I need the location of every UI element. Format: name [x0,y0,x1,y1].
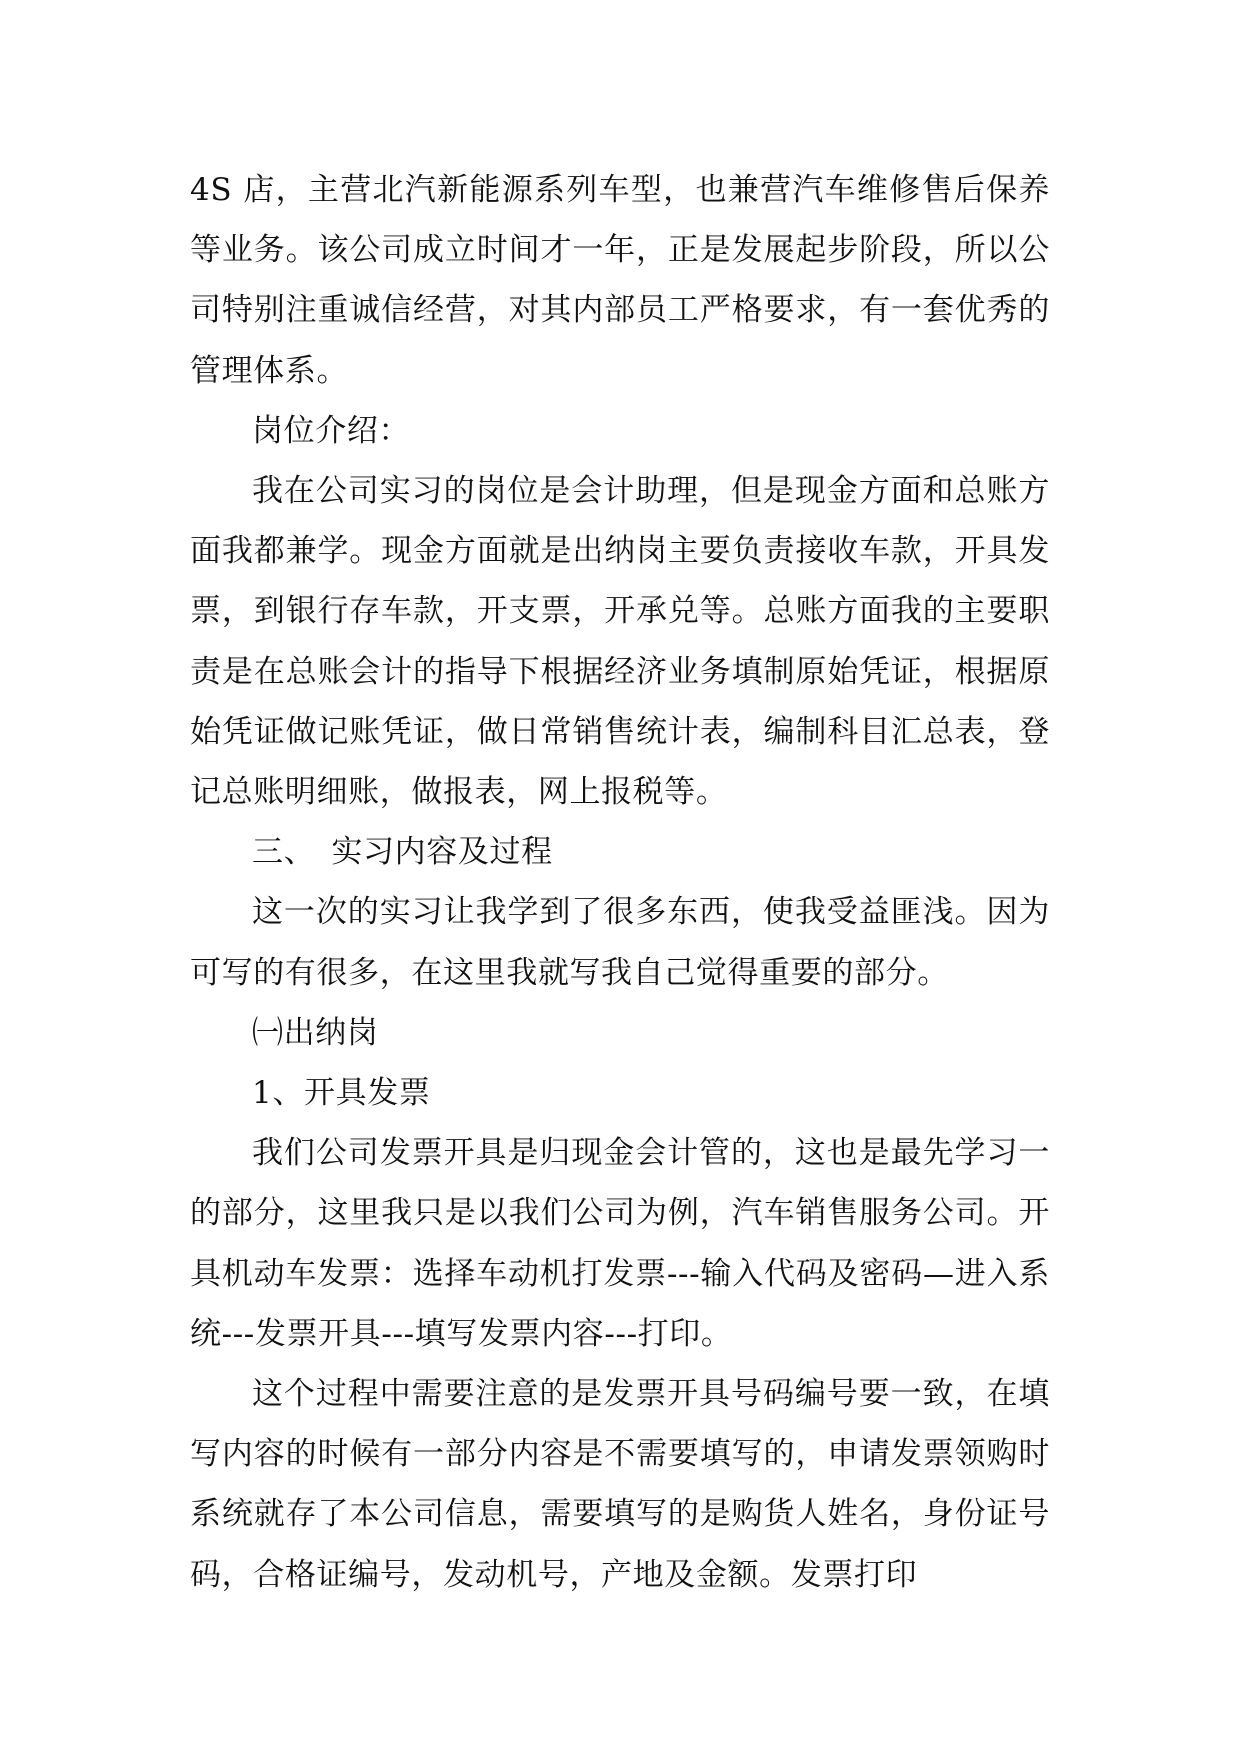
document-body [190,160,1050,1605]
paragraph-invoice-notes: 这个过程中需要注意的是发票开具号码编号要一致，在填写内容的时候有一部分内容是不需要填写的，申请发票领购时系统就存了本公司信息，需要填写的是购货人姓名，身份证号码，合格证编号，发动机号，产地及金额。发票打印 [190,1376,1050,1593]
paragraph-invoice-process: 我们公司发票开具是归现金会计管的，这也是最先学习一的部分，这里我只是以我们公司为例，汽车销售服务公司。开具机动车发票：选择车动机打发票---输入代码及密码—进入系统---发票开具---填写发票内容---打印。 [190,1135,1050,1352]
heading-cashier-post: ㈠出纳岗 [252,1014,379,1051]
paragraph-position-description: 我在公司实习的岗位是会计助理，但是现金方面和总账方面我都兼学。现金方面就是出纳岗主要负责接收车款，开具发票，到银行存车款，开支票，开承兑等。总账方面我的主要职责是在总账会计的指导下根据经济业务填制原始凭证，根据原始凭证做记账凭证，做日常销售统计表，编制科目汇总表，登记总账明细账，做报表，网上报税等。 [190,473,1050,811]
paragraph-internship-summary: 这一次的实习让我学到了很多东西，使我受益匪浅。因为可写的有很多，在这里我就写我自己觉得重要的部分。 [190,894,1050,991]
heading-issue-invoice: 1、开具发票 [252,1075,431,1112]
paragraph-company-intro: 4S 店，主营北汽新能源系列车型，也兼营汽车维修售后保养等业务。该公司成立时间才一年，正是发展起步阶段，所以公司特别注重诚信经营，对其内部员工严格要求，有一套优秀的管理体系。 [190,172,1050,389]
heading-position-intro: 岗位介绍： [252,412,411,449]
heading-section-three: 三、 实习内容及过程 [252,834,553,871]
